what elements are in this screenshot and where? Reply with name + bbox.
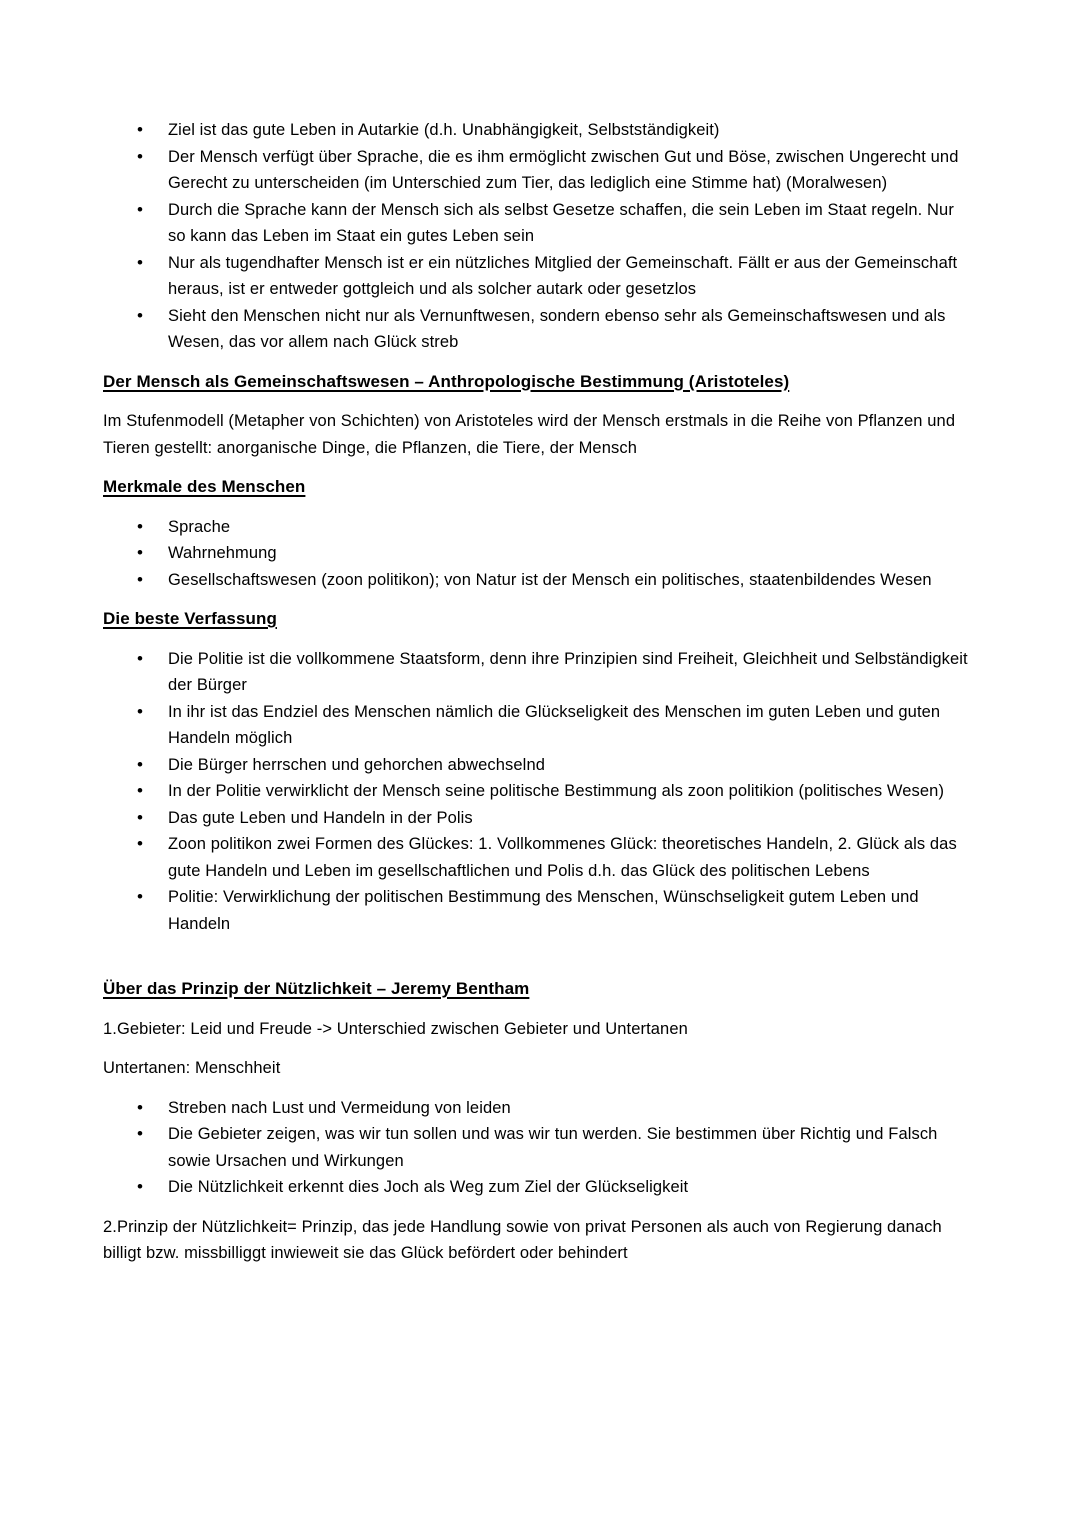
list-item: • Nur als tugendhafter Mensch ist er ein nützliches Mitglied der Gemeinschaft. Fällt er aus der Gemeinschaft heraus, ist er entweder gottgleich und als solcher autark oder gesetzlos	[168, 250, 976, 303]
list-item: • Sieht den Menschen nicht nur als Vernunftwesen, sondern ebenso sehr als Gemeinschaftswesen und als Wesen, das vor allem nach Glück streb	[168, 303, 976, 356]
list-item: • Durch die Sprache kann der Mensch sich als selbst Gesetze schaffen, die sein Leben im Staat regeln. Nur so kann das Leben im Staat ein gutes Leben sein	[168, 197, 976, 250]
blank-line	[103, 950, 976, 976]
list-item: • Zoon politikon zwei Formen des Glückes: 1. Vollkommenes Glück: theoretisches Handeln, 2. Glück als das gute Handeln und Leben im gesellschaftlichen und Polis d.h. das Glück des politischen Lebens	[168, 831, 976, 884]
bullet-list	[103, 117, 976, 356]
section-heading: Über das Prinzip der Nützlichkeit – Jeremy Bentham	[103, 979, 530, 998]
bullet-list	[103, 514, 976, 594]
list-item: • Die Gebieter zeigen, was wir tun sollen und was wir tun werden. Sie bestimmen über Richtig und Falsch sowie Ursachen und Wirkungen	[168, 1121, 976, 1174]
list-item: • In ihr ist das Endziel des Menschen nämlich die Glückseligkeit des Menschen im guten Leben und guten Handeln möglich	[168, 699, 976, 752]
paragraph: 2.Prinzip der Nützlichkeit= Prinzip, das jede Handlung sowie von privat Personen als auch von Regierung danach billigt bzw. missbilliggt inwieweit sie das Glück befördert oder behindert	[103, 1217, 942, 1262]
list-item: • Streben nach Lust und Vermeidung von leiden	[168, 1095, 976, 1122]
list-item: • Die Bürger herrschen und gehorchen abwechselnd	[168, 752, 976, 779]
paragraph: Im Stufenmodell (Metapher von Schichten) von Aristoteles wird der Mensch erstmals in die Reihe von Pflanzen und Tieren gestellt: anorganische Dinge, die Pflanzen, die Tiere, der Mensch	[103, 412, 956, 457]
section-heading: Merkmale des Menschen	[103, 477, 306, 496]
list-item: • Die Nützlichkeit erkennt dies Joch als Weg zum Ziel der Glückseligkeit	[168, 1174, 976, 1201]
list-item: • In der Politie verwirklicht der Mensch seine politische Bestimmung als zoon politikion (politisches Wesen)	[168, 778, 976, 805]
document-body	[103, 117, 976, 1267]
bullet-list	[103, 1095, 976, 1201]
list-item: • Der Mensch verfügt über Sprache, die es ihm ermöglicht zwischen Gut und Böse, zwischen Ungerecht und Gerecht zu unterscheiden (im Unterschied zum Tier, das lediglich eine Stimme hat) (Moralwesen)	[168, 144, 976, 197]
section-heading: Die beste Verfassung	[103, 609, 277, 628]
section-heading: Der Mensch als Gemeinschaftswesen – Anthropologische Bestimmung (Aristoteles)	[103, 371, 790, 391]
list-item: • Gesellschaftswesen (zoon politikon); von Natur ist der Mensch ein politisches, staatenbildendes Wesen	[168, 567, 976, 594]
paragraph: Untertanen: Menschheit	[103, 1059, 281, 1077]
list-item: • Die Politie ist die vollkommene Staatsform, denn ihre Prinzipien sind Freiheit, Gleichheit und Selbständigkeit der Bürger	[168, 646, 976, 699]
list-item: • Sprache	[168, 514, 976, 541]
list-item: • Das gute Leben und Handeln in der Polis	[168, 805, 976, 832]
list-item: • Wahrnehmung	[168, 540, 976, 567]
list-item: • Politie: Verwirklichung der politischen Bestimmung des Menschen, Wünschseligkeit gutem Leben und Handeln	[168, 884, 976, 937]
bullet-list	[103, 646, 976, 938]
list-item: • Ziel ist das gute Leben in Autarkie (d.h. Unabhängigkeit, Selbstständigkeit)	[168, 117, 976, 144]
paragraph: 1.Gebieter: Leid und Freude -> Unterschied zwischen Gebieter und Untertanen	[103, 1019, 688, 1038]
